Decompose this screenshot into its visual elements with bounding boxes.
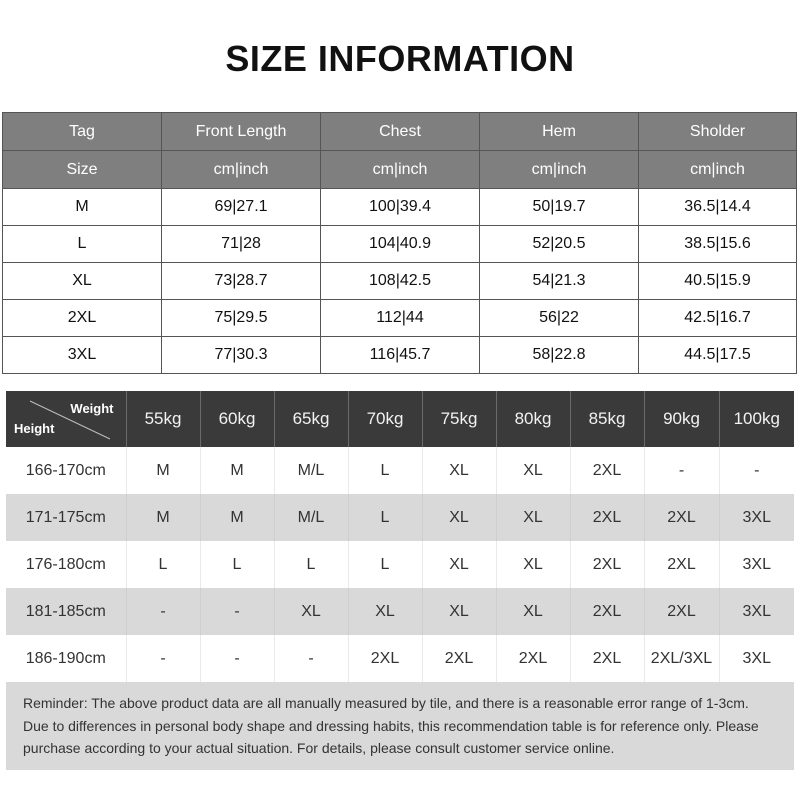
weight-header-row [6,391,794,447]
table-cell: 50|19.7 [480,189,639,226]
size-cell: M [126,494,200,541]
height-label: Height [14,421,55,436]
size-cell: L [274,541,348,588]
size-cell: 2XL [570,588,644,635]
size-cell: XL [496,588,570,635]
weight-header: 60kg [200,391,274,447]
table-cell: 44.5|17.5 [639,337,797,374]
size-cell: - [200,588,274,635]
header-cell: cm|inch [639,151,797,189]
size-header-row [3,113,797,151]
header-cell: Size [3,151,162,189]
header-cell: cm|inch [321,151,480,189]
header-cell: Sholder [639,113,797,151]
header-cell: cm|inch [480,151,639,189]
table-cell: 100|39.4 [321,189,480,226]
table-cell: 77|30.3 [162,337,321,374]
header-cell: Tag [3,113,162,151]
table-row [3,300,797,337]
table-row [6,541,794,588]
table-cell: 71|28 [162,226,321,263]
table-cell: 3XL [3,337,162,374]
size-unit-row [3,151,797,189]
size-cell: XL [348,588,422,635]
table-row [3,226,797,263]
size-cell: 2XL [348,635,422,682]
size-cell: - [644,447,719,494]
table-cell: M [3,189,162,226]
size-cell: 3XL [719,635,794,682]
table-cell: 38.5|15.6 [639,226,797,263]
reminder-line: purchase according to your actual situation. For details, please consult customer service online. [23,740,615,756]
size-cell: L [126,541,200,588]
size-cell: - [126,635,200,682]
header-cell: Front Length [162,113,321,151]
table-cell: 52|20.5 [480,226,639,263]
table-cell: 58|22.8 [480,337,639,374]
table-cell: 2XL [3,300,162,337]
size-cell: 2XL [570,447,644,494]
size-table [2,112,797,374]
table-row [6,494,794,541]
size-cell: 2XL [644,494,719,541]
table-cell: 104|40.9 [321,226,480,263]
size-cell: M [200,447,274,494]
weight-label: Weight [70,401,114,416]
table-row [3,337,797,374]
header-cell: Chest [321,113,480,151]
size-cell: XL [422,494,496,541]
table-row [3,189,797,226]
table-cell: 54|21.3 [480,263,639,300]
size-cell: XL [496,447,570,494]
table-cell: 73|28.7 [162,263,321,300]
header-cell: cm|inch [162,151,321,189]
header-cell: Hem [480,113,639,151]
height-cell: 181-185cm [6,588,126,635]
table-cell: 69|27.1 [162,189,321,226]
table-row [3,263,797,300]
size-cell: M/L [274,494,348,541]
table-cell: 36.5|14.4 [639,189,797,226]
size-cell: L [348,541,422,588]
weight-header: 100kg [719,391,794,447]
table-cell: 75|29.5 [162,300,321,337]
size-cell: L [200,541,274,588]
height-cell: 166-170cm [6,447,126,494]
size-cell: M [126,447,200,494]
weight-header: 70kg [348,391,422,447]
size-cell: XL [422,447,496,494]
size-cell: 2XL [644,588,719,635]
table-cell: 42.5|16.7 [639,300,797,337]
size-cell: M [200,494,274,541]
size-cell: XL [496,541,570,588]
height-cell: 186-190cm [6,635,126,682]
weight-header: 80kg [496,391,570,447]
size-cell: 3XL [719,541,794,588]
table-cell: 108|42.5 [321,263,480,300]
table-cell: XL [3,263,162,300]
height-cell: 176-180cm [6,541,126,588]
weight-header: 65kg [274,391,348,447]
table-row [6,447,794,494]
corner-cell [6,391,126,447]
size-cell: - [274,635,348,682]
size-cell: 2XL [570,541,644,588]
table-cell: 116|45.7 [321,337,480,374]
size-cell: 3XL [719,494,794,541]
size-cell: XL [422,588,496,635]
size-cell: M/L [274,447,348,494]
weight-header: 85kg [570,391,644,447]
size-cell: 2XL [644,541,719,588]
page-title: SIZE INFORMATION [225,38,575,79]
table-row [6,635,794,682]
size-cell: 2XL [422,635,496,682]
size-cell: - [126,588,200,635]
size-cell: - [200,635,274,682]
recommendation-table [6,391,794,682]
size-cell: L [348,494,422,541]
size-recommendation [6,391,794,770]
size-cell: L [348,447,422,494]
size-cell: XL [274,588,348,635]
table-cell: 112|44 [321,300,480,337]
weight-header: 55kg [126,391,200,447]
size-cell: - [719,447,794,494]
reminder-note [6,682,794,770]
reminder-line: Due to differences in personal body shape and dressing habits, this recommendation table is for reference only. Please [23,717,759,734]
size-cell: 2XL [570,494,644,541]
size-cell: 2XL [570,635,644,682]
size-cell: XL [496,494,570,541]
size-cell: XL [422,541,496,588]
table-cell: 40.5|15.9 [639,263,797,300]
table-row [6,588,794,635]
weight-header: 90kg [644,391,719,447]
reminder-line: Reminder: The above product data are all manually measured by tile, and there is a reasonable error range of 1-3cm. [23,695,749,711]
size-cell: 2XL/3XL [644,635,719,682]
size-cell: 3XL [719,588,794,635]
table-cell: 56|22 [480,300,639,337]
height-cell: 171-175cm [6,494,126,541]
table-cell: L [3,226,162,263]
weight-header: 75kg [422,391,496,447]
size-cell: 2XL [496,635,570,682]
diagonal-divider [6,391,126,447]
